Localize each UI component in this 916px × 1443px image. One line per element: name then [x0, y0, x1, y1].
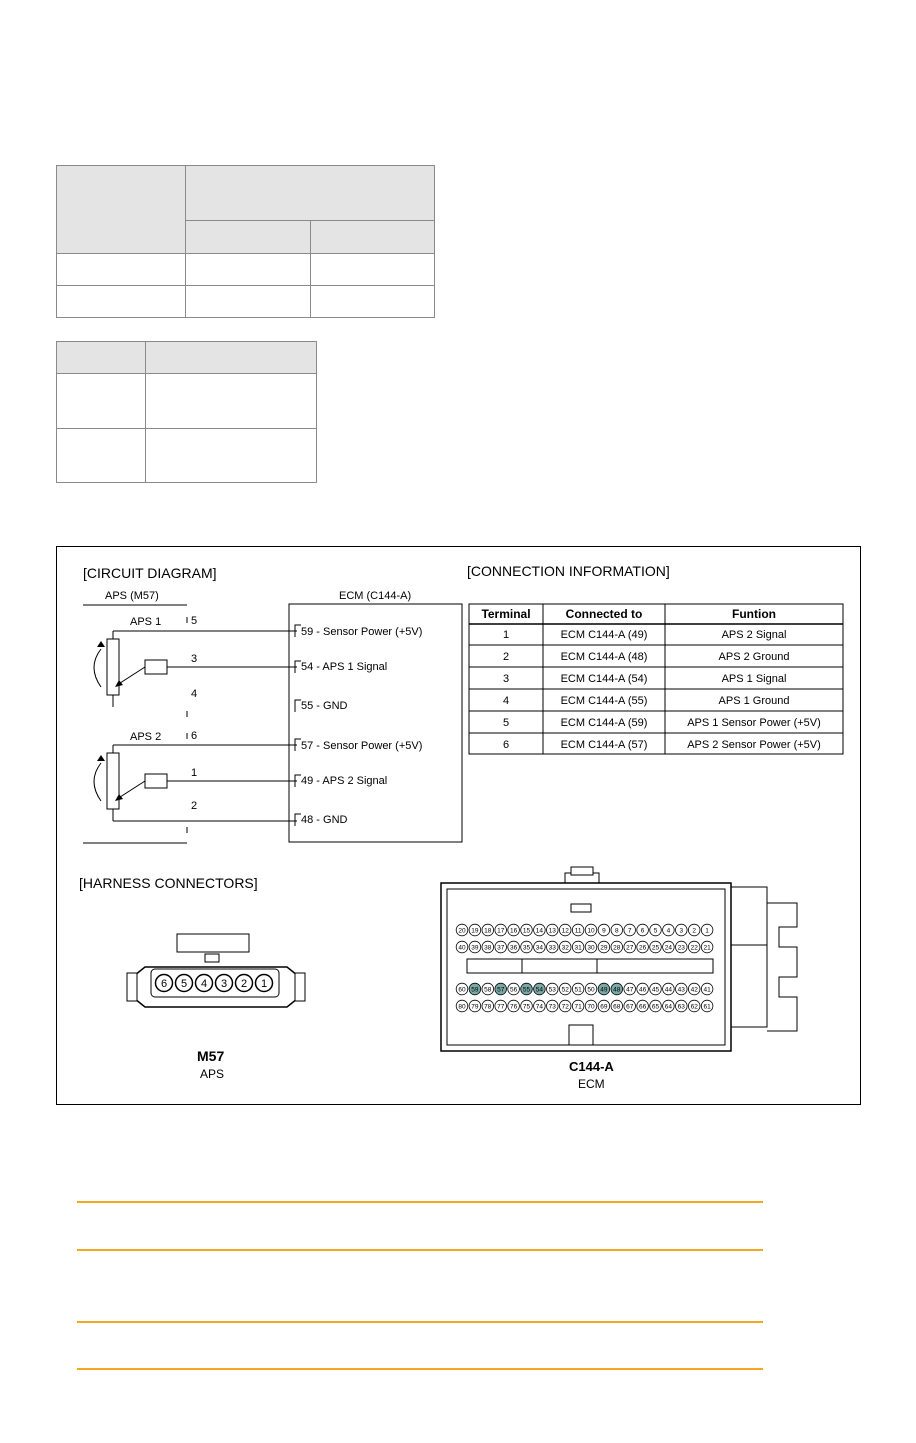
aps-pin-number: 4: [191, 688, 198, 700]
c144a-pin-number: 52: [561, 986, 569, 994]
m57-pin-number: 5: [180, 978, 188, 990]
c144a-pin-number: 51: [574, 986, 582, 994]
c144a-pin-number: 59: [471, 986, 479, 994]
m57-connector-icon: [127, 934, 305, 1007]
c144a-pin-number: 10: [587, 927, 595, 935]
spec-table-2-cell: [57, 429, 146, 483]
spec-table-1-cell: [57, 286, 186, 318]
m57-pin-number: 3: [220, 978, 228, 990]
ecm-pin-label: 57 - Sensor Power (+5V): [301, 740, 423, 752]
connection-table-header: Funtion: [732, 607, 776, 621]
spec-table-1-cell: [186, 254, 311, 286]
connection-table-cell: ECM C144-A (59): [560, 717, 648, 729]
c144a-pin-number: 35: [522, 944, 531, 952]
c144a-pin-number: 57: [497, 986, 505, 994]
c144a-pin-number: 48: [613, 986, 621, 994]
aps2-potentiometer-icon: [94, 745, 187, 821]
connection-table-cell: 6: [502, 739, 510, 751]
c144a-pin-number: 27: [626, 944, 634, 952]
ecm-pin-label: 48 - GND: [301, 814, 348, 826]
connection-table-cell: APS 1 Sensor Power (+5V): [687, 717, 821, 729]
c144a-pin-number: 65: [651, 1003, 660, 1011]
m57-pin-number: 2: [240, 978, 248, 990]
c144a-pin-number: 4: [666, 927, 671, 935]
c144a-pin-number: 71: [574, 1003, 582, 1011]
c144a-pin-number: 62: [690, 1003, 698, 1011]
connection-table-cell: APS 2 Ground: [718, 651, 790, 663]
c144a-pin-number: 70: [587, 1003, 595, 1011]
aps-pin-number: 5: [191, 615, 198, 627]
connection-table-cell: 1: [502, 629, 510, 641]
c144a-pin-number: 18: [484, 927, 492, 935]
ecm-pin-label: 55 - GND: [301, 700, 348, 712]
harness-connectors-title: [HARNESS CONNECTORS]: [79, 875, 258, 891]
circuit-diagram-title: [CIRCUIT DIAGRAM]: [83, 565, 217, 581]
c144a-pin-number: 29: [600, 944, 608, 952]
connection-table-cell: APS 1 Ground: [718, 695, 790, 707]
c144a-pin-number: 33: [548, 944, 556, 952]
c144a-pin-number: 12: [561, 927, 569, 935]
spec-table-1-header-cell: [57, 166, 186, 254]
c144a-pin-number: 40: [458, 944, 466, 952]
c144a-pin-number: 1: [705, 927, 709, 935]
c144a-pin-number: 63: [677, 1003, 685, 1011]
c144a-pin-number: 75: [522, 1003, 531, 1011]
c144a-pin-number: 76: [509, 1003, 518, 1011]
aps1-potentiometer-icon: [94, 631, 187, 707]
spec-table-1-header-cell: [186, 166, 435, 221]
connection-table-cell: APS 1 Signal: [721, 673, 787, 685]
c144a-description: ECM: [578, 1077, 605, 1091]
spec-table-2-cell: [146, 374, 317, 429]
c144a-pin-number: 25: [651, 944, 660, 952]
connection-table-cell: 4: [502, 695, 510, 707]
circuit-diagram-figure: [56, 546, 861, 1105]
connection-table-cell: ECM C144-A (49): [560, 629, 648, 641]
c144a-pin-number: 58: [484, 986, 492, 994]
ecm-box: [289, 604, 462, 842]
c144a-pin-number: 2: [692, 927, 697, 935]
c144a-pin-number: 14: [535, 927, 544, 935]
c144a-pin-number: 36: [509, 944, 518, 952]
c144a-pin-number: 69: [600, 1003, 608, 1011]
connection-table-cell: ECM C144-A (57): [560, 739, 648, 751]
connection-table-cell: APS 2 Signal: [721, 629, 787, 641]
connection-table-header: Connected to: [565, 607, 643, 621]
m57-pin-number: 1: [260, 978, 268, 990]
spec-table-2-cell: [146, 429, 317, 483]
c144a-pin-number: 64: [664, 1003, 673, 1011]
c144a-pin-number: 73: [548, 1003, 556, 1011]
spec-table-1-cell: [311, 254, 435, 286]
c144a-pin-number: 8: [614, 927, 619, 935]
aps2-label: APS 2: [130, 731, 162, 743]
section-rule: [77, 1249, 763, 1251]
aps-pin-number: 2: [191, 800, 198, 812]
c144a-pin-number: 80: [458, 1003, 466, 1011]
c144a-pin-number: 72: [561, 1003, 569, 1011]
ecm-pin-label: 59 - Sensor Power (+5V): [301, 626, 423, 638]
c144a-pin-number: 50: [587, 986, 595, 994]
spec-table-2-header-cell: [146, 342, 317, 374]
c144a-pin-number: 21: [703, 944, 711, 952]
c144a-pin-number: 68: [613, 1003, 621, 1011]
c144a-pin-number: 56: [509, 986, 518, 994]
aps-pin-number: 3: [191, 653, 198, 665]
aps-label: APS (M57): [105, 590, 159, 602]
c144a-pin-number: 39: [471, 944, 479, 952]
c144a-pin-number: 74: [535, 1003, 544, 1011]
c144a-pin-number: 32: [561, 944, 569, 952]
c144a-pin-number: 78: [484, 1003, 492, 1011]
m57-description: APS: [200, 1067, 225, 1081]
c144a-pin-number: 67: [626, 1003, 634, 1011]
c144a-pin-number: 17: [497, 927, 505, 935]
m57-pin-number: 6: [160, 978, 168, 990]
c144a-pin-number: 46: [638, 986, 647, 994]
c144a-pin-number: 24: [664, 944, 673, 952]
spec-table-1-cell: [57, 254, 186, 286]
c144a-pin-number: 23: [677, 944, 685, 952]
c144a-pin-number: 20: [458, 927, 466, 935]
c144a-pin-number: 9: [602, 927, 606, 935]
c144a-pin-number: 15: [522, 927, 531, 935]
section-rule: [77, 1201, 763, 1203]
c144a-pin-number: 22: [690, 944, 698, 952]
c144a-connector-icon: [441, 867, 797, 1051]
connection-table-cell: 5: [502, 717, 510, 729]
c144a-pin-number: 6: [640, 927, 645, 935]
c144a-pin-number: 61: [703, 1003, 711, 1011]
c144a-name: C144-A: [569, 1059, 614, 1074]
c144a-pin-number: 43: [677, 986, 685, 994]
aps1-label: APS 1: [130, 616, 162, 628]
c144a-pin-number: 3: [679, 927, 684, 935]
connection-table-header: Terminal: [481, 607, 531, 621]
m57-pin-number: 4: [200, 978, 208, 990]
c144a-pin-number: 34: [535, 944, 544, 952]
spec-table-1-header-cell: [186, 220, 311, 253]
connection-table-cell: ECM C144-A (55): [560, 695, 648, 707]
c144a-pin-number: 79: [471, 1003, 479, 1011]
connection-table-cell: ECM C144-A (54): [560, 673, 648, 685]
c144a-pin-number: 66: [638, 1003, 647, 1011]
aps-pin-number: 6: [191, 730, 198, 742]
c144a-pin-number: 31: [574, 944, 582, 952]
c144a-pin-number: 30: [587, 944, 595, 952]
spec-table-2-cell: [57, 374, 146, 429]
connection-table-cell: APS 2 Sensor Power (+5V): [687, 739, 821, 751]
c144a-pin-number: 38: [484, 944, 492, 952]
c144a-pin-number: 42: [690, 986, 698, 994]
section-rule: [77, 1321, 763, 1323]
c144a-pin-number: 45: [651, 986, 660, 994]
spec-table-1-cell: [186, 286, 311, 318]
c144a-pin-number: 54: [535, 986, 544, 994]
c144a-pin-number: 53: [548, 986, 556, 994]
ecm-pin-bracket: [295, 625, 301, 826]
c144a-pin-number: 60: [458, 986, 466, 994]
c144a-pin-number: 77: [497, 1003, 505, 1011]
connection-table-cell: ECM C144-A (48): [560, 651, 648, 663]
connection-table-cell: 3: [502, 673, 510, 685]
ecm-pin-label: 54 - APS 1 Signal: [301, 661, 388, 673]
spec-table-2-header-cell: [57, 342, 146, 374]
c144a-pin-number: 11: [574, 927, 582, 935]
spec-table-1-header-cell: [311, 220, 435, 253]
spec-table-1: [56, 165, 435, 318]
c144a-pin-number: 28: [613, 944, 621, 952]
c144a-pin-number: 44: [664, 986, 673, 994]
spec-table-2: [56, 341, 317, 483]
connection-table-cell: 2: [502, 651, 510, 663]
m57-name: M57: [197, 1048, 225, 1064]
ecm-pin-label: 49 - APS 2 Signal: [301, 775, 388, 787]
ecm-label: ECM (C144-A): [339, 590, 412, 602]
spec-table-1-cell: [311, 286, 435, 318]
c144a-pin-number: 55: [522, 986, 531, 994]
c144a-pin-number: 19: [471, 927, 479, 935]
c144a-pin-number: 7: [627, 927, 632, 935]
c144a-pin-number: 41: [703, 986, 711, 994]
connection-information-title: [CONNECTION INFORMATION]: [467, 563, 670, 579]
aps-pin-number: 1: [191, 767, 198, 779]
c144a-pin-number: 13: [548, 927, 556, 935]
section-rule: [77, 1368, 763, 1370]
c144a-pin-number: 47: [626, 986, 634, 994]
c144a-pin-number: 5: [653, 927, 658, 935]
connection-table: [469, 604, 843, 754]
c144a-pin-number: 49: [600, 986, 608, 994]
c144a-pin-number: 26: [638, 944, 647, 952]
c144a-pin-number: 16: [509, 927, 518, 935]
c144a-pin-number: 37: [497, 944, 505, 952]
